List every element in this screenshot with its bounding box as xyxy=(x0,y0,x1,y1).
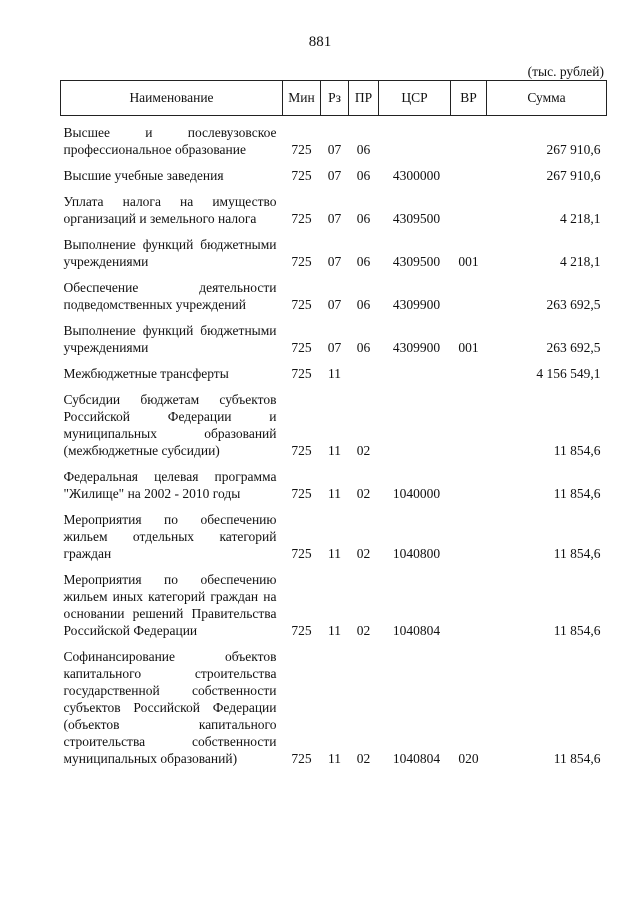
row-csr: 1040804 xyxy=(392,623,441,638)
row-name: Уплата налога на имущество организаций и земельного налога xyxy=(63,194,277,226)
row-rz: 07 xyxy=(327,340,342,355)
row-sum: 11 854,6 xyxy=(553,486,601,501)
row-csr: 1040800 xyxy=(392,546,441,561)
table-header-row xyxy=(61,81,607,116)
row-pr: 06 xyxy=(356,254,371,269)
row-vr xyxy=(451,193,487,236)
row-vr xyxy=(451,391,487,468)
row-min: 725 xyxy=(291,340,312,355)
row-sum: 11 854,6 xyxy=(553,546,601,561)
row-csr: 1040804 xyxy=(392,751,441,766)
row-min: 725 xyxy=(291,297,312,312)
header-rz: Рз xyxy=(321,81,349,116)
row-name: Мероприятия по обеспечению жильем отдельных категорий граждан xyxy=(63,512,277,561)
row-vr: 020 xyxy=(458,751,479,766)
row-min: 725 xyxy=(291,366,312,381)
budget-table xyxy=(60,80,607,776)
row-min: 725 xyxy=(291,443,312,458)
row-rz: 07 xyxy=(327,142,342,157)
table-row xyxy=(61,236,607,279)
row-rz: 11 xyxy=(328,486,341,501)
row-pr: 06 xyxy=(356,297,371,312)
table-row xyxy=(61,391,607,468)
row-name: Федеральная целевая программа "Жилище" на 2002 - 2010 годы xyxy=(63,469,277,501)
header-min: Мин xyxy=(283,81,321,116)
row-vr: 001 xyxy=(458,340,479,355)
row-pr: 02 xyxy=(356,546,371,561)
row-sum: 263 692,5 xyxy=(546,297,601,312)
header-csr: ЦСР xyxy=(379,81,451,116)
row-rz: 11 xyxy=(328,546,341,561)
row-csr: 4309900 xyxy=(392,340,441,355)
header-vr: ВР xyxy=(451,81,487,116)
row-name: Выполнение функций бюджетными учреждениями xyxy=(63,237,277,269)
row-pr xyxy=(349,365,379,391)
row-sum: 4 218,1 xyxy=(560,254,601,269)
table-row xyxy=(61,193,607,236)
row-sum: 4 156 549,1 xyxy=(536,366,601,381)
row-vr: 001 xyxy=(458,254,479,269)
table-row xyxy=(61,365,607,391)
row-rz: 07 xyxy=(327,297,342,312)
header-sum: Сумма xyxy=(487,81,607,116)
row-csr xyxy=(379,116,451,168)
row-pr: 02 xyxy=(356,623,371,638)
row-sum: 11 854,6 xyxy=(553,443,601,458)
row-min: 725 xyxy=(291,142,312,157)
row-min: 725 xyxy=(291,168,312,183)
table-row xyxy=(61,279,607,322)
row-rz: 07 xyxy=(327,211,342,226)
table-row xyxy=(61,511,607,571)
table-row xyxy=(61,648,607,776)
row-csr: 4300000 xyxy=(392,168,441,183)
row-min: 725 xyxy=(291,486,312,501)
row-name: Высшее и послевузовское профессиональное образование xyxy=(63,125,277,157)
row-sum: 4 218,1 xyxy=(560,211,601,226)
row-sum: 267 910,6 xyxy=(546,142,601,157)
row-pr: 06 xyxy=(356,211,371,226)
row-min: 725 xyxy=(291,546,312,561)
row-rz: 11 xyxy=(328,751,341,766)
row-name: Высшие учебные заведения xyxy=(63,168,224,183)
row-rz: 11 xyxy=(328,623,341,638)
table-row xyxy=(61,116,607,168)
row-pr: 02 xyxy=(356,486,371,501)
row-csr: 4309500 xyxy=(392,254,441,269)
row-min: 725 xyxy=(291,254,312,269)
row-vr xyxy=(451,279,487,322)
row-name: Мероприятия по обеспечению жильем иных категорий граждан на основании решений Правительства Российской Федерации xyxy=(63,572,277,638)
row-vr xyxy=(451,511,487,571)
row-name: Выполнение функций бюджетными учреждениями xyxy=(63,323,277,355)
row-min: 725 xyxy=(291,751,312,766)
row-pr: 06 xyxy=(356,142,371,157)
row-pr: 06 xyxy=(356,168,371,183)
table-body xyxy=(61,116,607,777)
row-name: Софинансирование объектов капитального строительства государственной собственности субъектов Российской Федерации (объектов капитального строительства собственности муниципальных образований) xyxy=(63,649,277,766)
row-sum: 11 854,6 xyxy=(553,623,601,638)
row-vr xyxy=(451,116,487,168)
header-pr: ПР xyxy=(349,81,379,116)
row-csr: 4309500 xyxy=(392,211,441,226)
row-name: Субсидии бюджетам субъектов Российской Федерации и муниципальных образований (межбюджетные субсидии) xyxy=(63,392,277,458)
row-vr xyxy=(451,468,487,511)
row-rz: 11 xyxy=(328,366,341,381)
row-rz: 11 xyxy=(328,443,341,458)
row-pr: 02 xyxy=(356,443,371,458)
row-pr: 02 xyxy=(356,751,371,766)
units-label: (тыс. рублей) xyxy=(527,64,604,79)
row-rz: 07 xyxy=(327,168,342,183)
row-pr: 06 xyxy=(356,340,371,355)
page-number: 881 xyxy=(308,34,332,50)
row-csr xyxy=(379,365,451,391)
header-name: Наименование xyxy=(61,81,283,116)
table-row xyxy=(61,468,607,511)
table-row xyxy=(61,167,607,193)
row-csr: 1040000 xyxy=(392,486,441,501)
row-vr xyxy=(451,167,487,193)
row-name: Обеспечение деятельности подведомственных учреждений xyxy=(63,280,277,312)
row-sum: 263 692,5 xyxy=(546,340,601,355)
row-rz: 07 xyxy=(327,254,342,269)
table-row xyxy=(61,571,607,648)
row-csr xyxy=(379,391,451,468)
row-sum: 11 854,6 xyxy=(553,751,601,766)
table-row xyxy=(61,322,607,365)
row-vr xyxy=(451,571,487,648)
row-vr xyxy=(451,365,487,391)
row-csr: 4309900 xyxy=(392,297,441,312)
row-min: 725 xyxy=(291,211,312,226)
row-min: 725 xyxy=(291,623,312,638)
row-sum: 267 910,6 xyxy=(546,168,601,183)
row-name: Межбюджетные трансферты xyxy=(63,366,229,381)
